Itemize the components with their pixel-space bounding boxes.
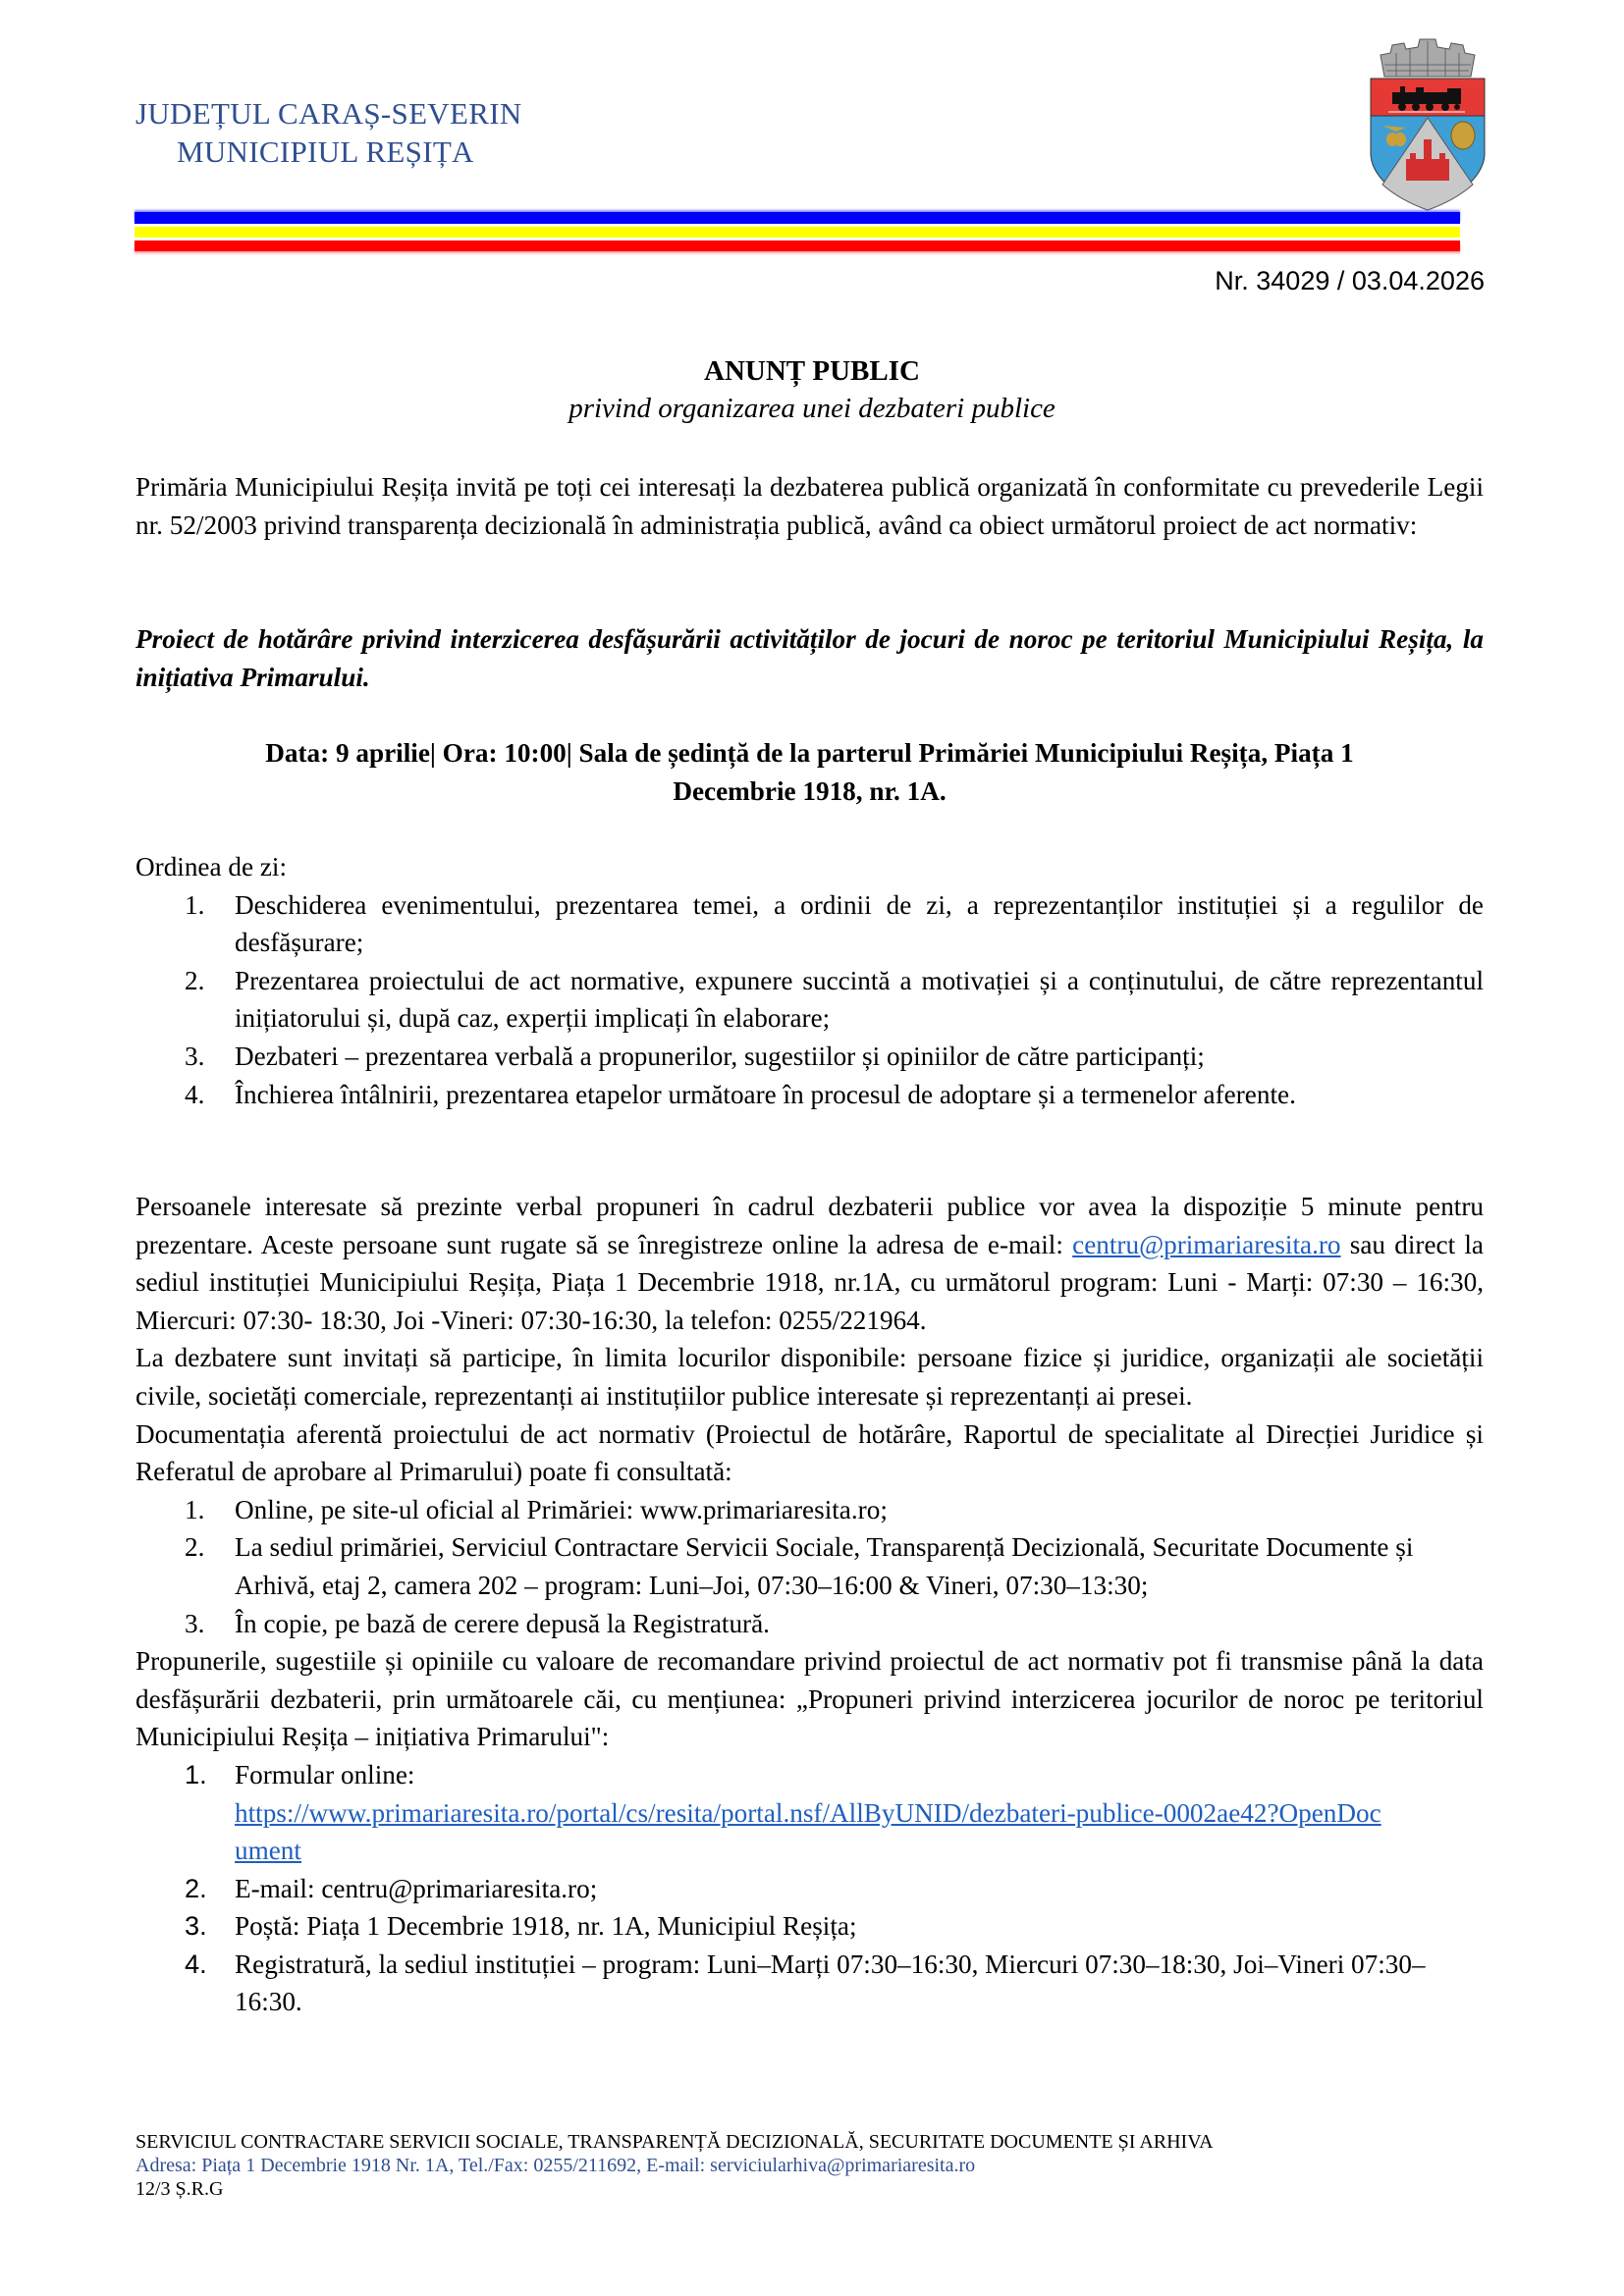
online-form-link[interactable]: https://www.primariaresita.ro/portal/cs/resita/portal.nsf/AllByUNID/dezbateri-publice-0002ae42?OpenDocument — [235, 1797, 1381, 1866]
list-item: 3. Dezbateri – prezentarea verbală a propunerilor, sugestiilor și opiniilor de către participanți; — [185, 1041, 1205, 1071]
coat-of-arms-icon — [1367, 37, 1489, 212]
document-number: Nr. 34029 / 03.04.2026 — [1215, 266, 1485, 295]
list-item: 1. Deschiderea evenimentului, prezentarea temei, a ordinii de zi, a reprezentanților instituției și a regulilor de desfășurare; — [185, 889, 1484, 958]
list-item: 2. E-mail: centru@primariaresita.ro; — [185, 1872, 598, 1903]
intro-paragraph: Primăria Municipiului Reșița invită pe toți cei interesați la dezbaterea publică organizată în conformitate cu prevederile Legii nr. 52/2003 privind transparența decizională în administrația publică, având ca obiect următorul proiect de act normativ: — [135, 472, 1484, 540]
registration-email-link[interactable]: centru@primariaresita.ro — [1072, 1229, 1341, 1259]
county-name: JUDEȚUL CARAȘ-SEVERIN — [135, 96, 522, 131]
event-details-line-1: Data: 9 aprilie| Ora: 10:00| Sala de ședință de la parterul Primăriei Municipiului Reșița, Piața 1 — [265, 738, 1354, 768]
footer-address: Adresa: Piața 1 Decembrie 1918 Nr. 1A, Tel./Fax: 0255/211692, E-mail: serviciularhiva@primariaresita.ro — [135, 2155, 976, 2176]
page-title: ANUNȚ PUBLIC — [704, 355, 920, 387]
documentation-list — [135, 1491, 1484, 1642]
agenda-label: Ordinea de zi: — [135, 852, 287, 881]
footer-department: SERVICIUL CONTRACTARE SERVICII SOCIALE, TRANSPARENȚĂ DECIZIONALĂ, SECURITATE DOCUMENTE ȘI ARHIVA — [135, 2131, 1214, 2153]
list-item: 4. Registratură, la sediul instituției – program: Luni–Marți 07:30–16:30, Miercuri 07:30–18:30, Joi–Vineri 07:30–16:30. — [185, 1948, 1426, 2017]
municipality-name: MUNICIPIUL REȘIȚA — [177, 134, 474, 169]
proposals-intro: Propunerile, sugestiile și opiniile cu valoare de recomandare privind proiectul de act normativ pot fi transmise până la data desfășurării dezbaterii, prin următoarele căi, cu mențiunea: „Propuneri privind interzicerea jocurilor de noroc pe teritoriul Municipiului Reșița – inițiativa Primarului": — [135, 1646, 1484, 1752]
flag-stripe-yellow — [135, 227, 1460, 238]
list-item: 1. Online, pe site-ul oficial al Primăriei: www.primariaresita.ro; — [185, 1494, 888, 1524]
documentation-intro: Documentația aferentă proiectului de act normativ (Proiectul de hotărâre, Raportul de specialitate al Direcției Juridice și Referatul de aprobare al Primarului) poate fi consultată: — [135, 1418, 1484, 1487]
agenda-list — [135, 886, 1484, 1114]
agenda-section — [135, 848, 1484, 1113]
event-details — [135, 734, 1484, 810]
footer-reference: 12/3 Ș.R.G — [135, 2178, 224, 2200]
list-item: 2. Prezentarea proiectului de act normative, expunere succintă a motivației și a conținutului, de către reprezentantul inițiatorului și, după caz, experții implicați în elaborare; — [185, 965, 1484, 1034]
details-section — [135, 1188, 1484, 2021]
list-item: 1. Formular online: https://www.primariaresita.ro/portal/cs/resita/portal.nsf/AllByUNID/dezbateri-publice-0002ae42?OpenDocument — [135, 1756, 1484, 1870]
registration-paragraph: Persoanele interesate să prezinte verbal propuneri în cadrul dezbaterii publice vor avea la dispoziție 5 minute pentru prezentare. Aceste persoane sunt rugate să se înregistreze online la adresa de e-mail: centru@primariaresita.ro sau direct la sediul instituției Municipiului Reșița, Piața 1 Decembrie 1918, nr.1A, cu următorul program: Luni - Marți: 07:30 – 16:30, Miercuri: 07:30- 18:30, Joi -Vineri: 07:30-16:30, la telefon: 0255/221964. — [135, 1192, 1484, 1335]
list-item: 3. În copie, pe bază de cerere depusă la Registratură. — [185, 1608, 770, 1638]
flag-stripe-blue — [135, 212, 1460, 224]
event-details-line-2: Decembrie 1918, nr. 1A. — [673, 775, 947, 806]
list-item: 2. La sediul primăriei, Serviciul Contractare Servicii Sociale, Transparență Decizională, Securitate Documente și Arhivă, etaj 2, camera 202 – program: Luni–Joi, 07:30–16:00 & Vineri, 07:30–13:30; — [185, 1532, 1414, 1600]
proposals-list — [135, 1756, 1484, 2021]
list-item: 4. Închierea întâlnirii, prezentarea etapelor următoare în procesul de adoptare și a termenelor aferente. — [185, 1079, 1296, 1109]
project-title: Proiect de hotărâre privind interzicerea desfășurării activităților de jocuri de noroc pe teritoriul Municipiului Reșița, la inițiativa Primarului. — [135, 624, 1484, 692]
invited-paragraph: La dezbatere sunt invitați să participe, în limita locurilor disponibile: persoane fizice și juridice, organizații ale societății civile, societăți comerciale, reprezentanți ai instituțiilor publice interesate și reprezentanți ai presei. — [135, 1343, 1484, 1411]
list-item: 3. Poștă: Piața 1 Decembrie 1918, nr. 1A, Municipiul Reșița; — [185, 1910, 857, 1942]
footer — [135, 2130, 1214, 2201]
page-subtitle: privind organizarea unei dezbateri publice — [568, 393, 1056, 424]
flag-stripe-red — [135, 240, 1460, 251]
